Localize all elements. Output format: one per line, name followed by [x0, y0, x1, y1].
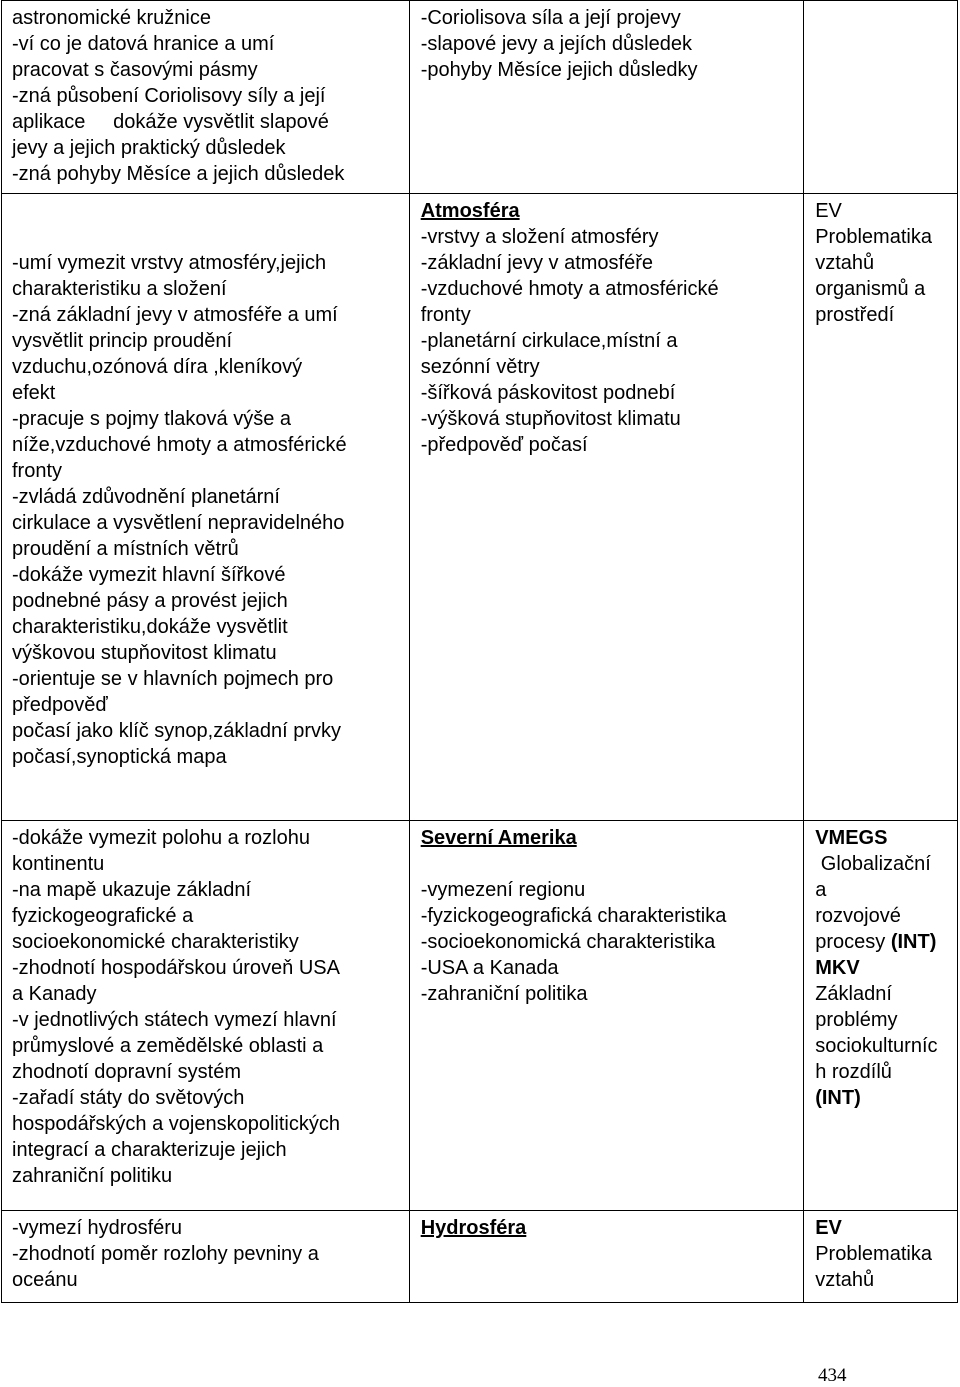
text-line: -výšková stupňovitost klimatu: [420, 408, 681, 430]
text-line: kontinentu: [12, 853, 105, 875]
text-line: -vymezení regionu: [420, 879, 586, 901]
text-line: MKV: [815, 957, 860, 979]
text-line: a Kanady: [12, 983, 97, 1005]
text-line: -pohyby Měsíce jejich důsledky: [420, 59, 698, 81]
text-line: pracovat s časovými pásmy: [12, 59, 258, 81]
text-line: charakteristiku a složení: [12, 278, 227, 300]
curriculum-table: [1, 0, 958, 1303]
text-line: fronty: [420, 304, 471, 326]
text-line: oceánu: [12, 1269, 78, 1291]
text-line: a: [815, 879, 827, 901]
text-line: -vymezí hydrosféru: [12, 1217, 183, 1239]
content-cell: [409, 1211, 804, 1303]
text-line: proudění a místních větrů: [12, 538, 239, 560]
text-line: vztahů: [815, 1269, 875, 1291]
text-line: rozvojové: [815, 905, 901, 927]
text-line: -planetární cirkulace,místní a: [420, 330, 678, 352]
competencies-cell: [2, 821, 410, 1211]
text-line: fyzickogeografické a: [12, 905, 194, 927]
table-row: [2, 821, 958, 1211]
text-line: sezónní větry: [420, 356, 540, 378]
text-line: h rozdílů: [815, 1061, 892, 1083]
text-line: -USA a Kanada: [420, 957, 559, 979]
text-line: níže,vzduchové hmoty a atmosférické: [12, 434, 347, 456]
text-line: výškovou stupňovitost klimatu: [12, 642, 277, 664]
text-line: -socioekonomická charakteristika: [420, 931, 716, 953]
content-cell: [409, 821, 804, 1211]
text-line: Problematika: [815, 226, 932, 248]
section-title: Atmosféra: [420, 200, 520, 222]
text-line: -dokáže vymezit polohu a rozlohu: [12, 827, 310, 849]
text-line: Globalizační: [815, 853, 931, 875]
text-line: vysvětlit princip proudění: [12, 330, 233, 352]
text-line: -zhodnotí poměr rozlohy pevniny a: [12, 1243, 319, 1265]
page-number: 434: [818, 1365, 847, 1386]
text-line: -zná pohyby Měsíce a jejich důsledek: [12, 163, 345, 185]
text-line: -šířková páskovitost podnebí: [420, 382, 676, 404]
text-line: počasí,synoptická mapa: [12, 746, 227, 768]
text-line: cirkulace a vysvětlení nepravidelného: [12, 512, 345, 534]
text-line: astronomické kružnice: [12, 7, 211, 29]
content-cell: [409, 194, 804, 821]
competencies-cell: [2, 194, 410, 821]
text-line: -slapové jevy a jejích důsledek: [420, 33, 692, 55]
table-row: [2, 1211, 958, 1303]
section-title: Hydrosféra: [420, 1217, 527, 1239]
text-line: problémy: [815, 1009, 898, 1031]
table-row: [2, 194, 958, 821]
text-line: -zařadí státy do světových: [12, 1087, 245, 1109]
text-line: VMEGS: [815, 827, 888, 849]
competencies-cell: [2, 1, 410, 194]
text-line: podnebné pásy a provést jejich: [12, 590, 288, 612]
text-line: -umí vymezit vrstvy atmosféry,jejich: [12, 252, 327, 274]
text-line: aplikace dokáže vysvětlit slapové: [12, 111, 329, 133]
text-line: [12, 198, 401, 224]
text-line: EV: [815, 1217, 842, 1239]
text-line: [421, 851, 796, 877]
crosscutting-cell: [804, 1, 958, 194]
text-line: organismů a: [815, 278, 926, 300]
text-line: (INT): [815, 1087, 861, 1109]
text-line: zahraniční politiku: [12, 1165, 173, 1187]
text-line: vztahů: [815, 252, 875, 274]
text-line: počasí jako klíč synop,základní prvky: [12, 720, 342, 742]
crosscutting-cell: [804, 1211, 958, 1303]
text-line: integrací a charakterizuje jejich: [12, 1139, 287, 1161]
text-line: prostředí: [815, 304, 895, 326]
text-line: Problematika: [815, 1243, 932, 1265]
text-line: -zvládá zdůvodnění planetární: [12, 486, 280, 508]
text-line: -ví co je datová hranice a umí: [12, 33, 275, 55]
text-line: předpověď: [12, 694, 108, 716]
text-line: -zná působení Coriolisovy síly a její: [12, 85, 326, 107]
text-line: -na mapě ukazuje základní: [12, 879, 252, 901]
text-line: vzduchu,ozónová díra ,kleníkový: [12, 356, 303, 378]
text-line: -zahraniční politika: [420, 983, 588, 1005]
competencies-cell: [2, 1211, 410, 1303]
crosscutting-cell: [804, 821, 958, 1211]
text-line: -v jednotlivých státech vymezí hlavní: [12, 1009, 337, 1031]
text-line: -orientuje se v hlavních pojmech pro: [12, 668, 334, 690]
crosscutting-cell: [804, 194, 958, 821]
int-marker: (INT): [890, 931, 937, 953]
text-line: -pracuje s pojmy tlaková výše a: [12, 408, 292, 430]
text-line: -základní jevy v atmosféře: [420, 252, 654, 274]
text-line: -zná základní jevy v atmosféře a umí: [12, 304, 338, 326]
table-row: [2, 1, 958, 194]
text-line: -vzduchové hmoty a atmosférické: [420, 278, 719, 300]
text-line: [12, 224, 401, 250]
text-line: zhodnotí dopravní systém: [12, 1061, 242, 1083]
text-line: Základní: [815, 983, 892, 1005]
text-line: -Coriolisova síla a její projevy: [420, 7, 681, 29]
text-line: -předpověď počasí: [420, 434, 588, 456]
text-line: jevy a jejich praktický důsledek: [12, 137, 286, 159]
text-line: fronty: [12, 460, 63, 482]
text-fragment: procesy: [815, 931, 891, 953]
text-line: EV: [815, 200, 842, 222]
text-line: průmyslové a zemědělské oblasti a: [12, 1035, 324, 1057]
text-line: charakteristiku,dokáže vysvětlit: [12, 616, 288, 638]
text-line: socioekonomické charakteristiky: [12, 931, 299, 953]
text-line: efekt: [12, 382, 56, 404]
text-line: sociokulturníc: [815, 1035, 938, 1057]
text-line: -fyzickogeografická charakteristika: [420, 905, 727, 927]
text-line: -vrstvy a složení atmosféry: [420, 226, 659, 248]
text-line: hospodářských a vojenskopolitických: [12, 1113, 340, 1135]
text-line: -zhodnotí hospodářskou úroveň USA: [12, 957, 340, 979]
text-line: -dokáže vymezit hlavní šířkové: [12, 564, 286, 586]
content-cell: [409, 1, 804, 194]
text-line: [815, 929, 955, 955]
section-title: Severní Amerika: [420, 827, 577, 849]
